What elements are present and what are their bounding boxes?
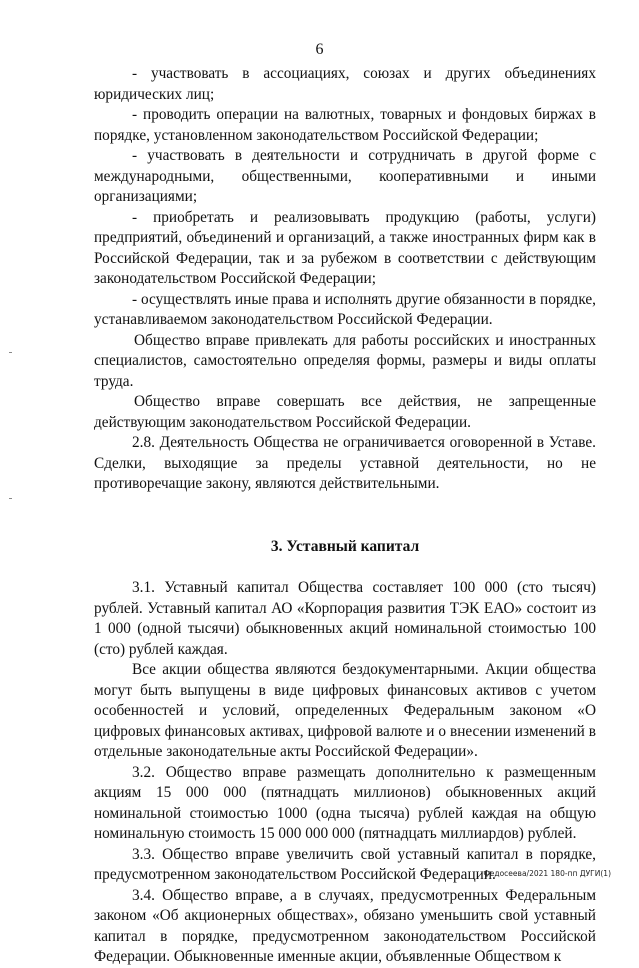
paragraph-3-1: 3.1. Уставный капитал Общества составляет 100 000 (сто тысяч) рублей. Уставный капитал АО «Корпорация развития ТЭК ЕАО» состоит из 1 000 (одной тысячи) обыкновенных акций номинальной стоимостью 100 (сто) рублей каждая. bbox=[94, 579, 596, 658]
section-title: 3. Уставный капитал bbox=[270, 537, 420, 555]
page-number: 6 bbox=[315, 41, 324, 58]
list-item: - участвовать в деятельности и сотрудничать в другой форме с международными, общественными, кооперативными и иными организациями; bbox=[94, 147, 596, 205]
footer-text: Федосеева/2021 180-пп ДУГИ(1) bbox=[483, 869, 611, 878]
paragraph-2-8: 2.8. Деятельность Общества не ограничивается оговоренной в Уставе. Сделки, выходящие за пределы уставной деятельности, но не противоречащие закону, являются действительными. bbox=[94, 434, 596, 492]
paragraph-3-3: 3.3. Общество вправе увеличить свой уставный капитал в порядке, предусмотренном законодательством Российской Федерации. bbox=[94, 845, 596, 883]
list-item: - осуществлять иные права и исполнять другие обязанности в порядке, устанавливаемом законодательством Российской Федерации. bbox=[94, 290, 596, 328]
paragraph-3-2: 3.2. Общество вправе размещать дополнительно к размещенным акциям 15 000 000 (пятнадцать миллионов) обыкновенных акций номинальной стоимостью 1000 (одна тысяча) рублей каждая на общую номинальную стоимость 15 000 000 000 (пятнадцать миллиардов) рублей. bbox=[94, 763, 596, 842]
margin-mark bbox=[9, 352, 12, 353]
margin-mark bbox=[9, 498, 12, 499]
list-item: - участвовать в ассоциациях, союзах и других объединениях юридических лиц; bbox=[94, 65, 596, 103]
paragraph-3-4: 3.4. Общество вправе, а в случаях, предусмотренных Федеральным законом «Об акционерных обществах», обязано уменьшить свой уставный капитал в порядке, предусмотренном законодательством Российской Федерации. Обыкновенные именные акции, объявленные Обществом к bbox=[94, 886, 596, 965]
document-body bbox=[94, 64, 596, 968]
paragraph: Общество вправе привлекать для работы российских и иностранных специалистов, самостоятельно определяя формы, размеры и виды оплаты труда. bbox=[94, 331, 596, 390]
paragraph: Общество вправе совершать все действия, не запрещенные действующим законодательством Российской Федерации. bbox=[94, 393, 596, 431]
paragraph: Все акции общества являются бездокументарными. Акции общества могут быть выпущены в виде цифровых финансовых активов с учетом особенностей и условий, определенных Федеральным законом «О цифровых финансовых активах, цифровой валюте и о внесении изменений в отдельные законодательные акты Российской Федерации». bbox=[94, 661, 596, 760]
list-item: - проводить операции на валютных, товарных и фондовых биржах в порядке, установленном законодательством Российской Федерации; bbox=[94, 106, 596, 144]
list-item: - приобретать и реализовывать продукцию (работы, услуги) предприятий, объединений и организаций, а также иностранных фирм как в Российской Федерации, так и за рубежом в соответствии с действующим законодательством Российской Федерации; bbox=[94, 208, 596, 287]
